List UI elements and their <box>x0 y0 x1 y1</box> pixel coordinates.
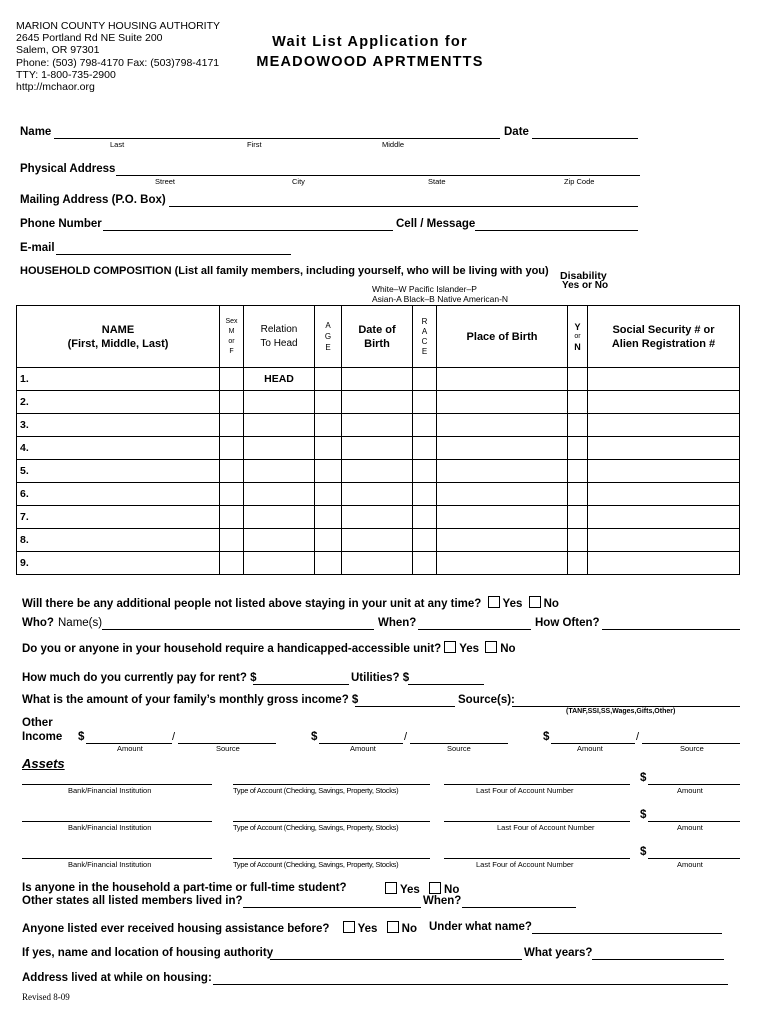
col-ssn: Social Security # or Alien Registration # <box>588 306 740 368</box>
asset-2-type-field[interactable] <box>233 809 430 822</box>
col-dob: Date of Birth <box>342 306 413 368</box>
yes-or-no-label: Yes or No <box>562 280 609 291</box>
student-question: Is anyone in the household a part-time or full-time student? <box>22 882 347 894</box>
other-income-3-dollar: $ <box>543 731 550 743</box>
asset-bank-sublabel: Bank/Financial Institution <box>68 786 152 795</box>
email-field[interactable] <box>56 242 291 255</box>
form-title <box>240 32 500 72</box>
other-income-2-slash: / <box>404 731 408 743</box>
col-relation: Relation To Head <box>244 306 315 368</box>
asset-type-sublabel: Type of Account (Checking, Savings, Property, Stocks) <box>233 786 399 795</box>
asset-3-last-four-field[interactable] <box>444 846 630 859</box>
org-address-2: Salem, OR 97301 <box>16 44 100 57</box>
other-label: Other <box>22 717 53 729</box>
org-tty: TTY: 1-800-735-2900 <box>16 68 116 81</box>
city-sublabel: City <box>292 177 305 186</box>
address-on-housing-label: Address lived at while on housing: <box>22 972 212 984</box>
asset-bank-sublabel: Bank/Financial Institution <box>68 823 152 832</box>
asset-type-sublabel: Type of Account (Checking, Savings, Property, Stocks) <box>233 860 399 869</box>
asset-amount-sublabel: Amount <box>677 786 703 795</box>
asset-1-bank-field[interactable] <box>22 772 212 785</box>
asset-3-type-field[interactable] <box>233 846 430 859</box>
asset-last-four-sublabel: Last Four of Account Number <box>476 786 574 795</box>
asset-amount-sublabel: Amount <box>677 823 703 832</box>
address-on-housing-field[interactable] <box>213 972 728 985</box>
name-field[interactable] <box>54 126 500 139</box>
physical-address-field[interactable] <box>116 163 640 176</box>
amount-sublabel: Amount <box>577 744 603 753</box>
additional-no-checkbox[interactable] <box>529 596 541 608</box>
authority-field[interactable] <box>270 947 522 960</box>
phone-field[interactable] <box>103 218 393 231</box>
disability-label: Disability <box>560 270 607 282</box>
race-key-1: White–W Pacific Islander–P <box>372 284 477 294</box>
cell-label: Cell / Message <box>396 218 476 230</box>
sources-field[interactable] <box>512 694 740 707</box>
col-name: NAME (First, Middle, Last) <box>17 306 220 368</box>
org-phone-fax: Phone: (503) 798-4170 Fax: (503)798-4171 <box>16 56 220 69</box>
under-name-field[interactable] <box>532 921 722 934</box>
date-label: Date <box>504 126 529 138</box>
asset-last-four-sublabel: Last Four of Account Number <box>476 860 574 869</box>
source-sublabel: Source <box>680 744 704 753</box>
revised-note: Revised 8-09 <box>22 992 70 1002</box>
asset-1-last-four-field[interactable] <box>444 772 630 785</box>
handicap-yes-checkbox[interactable] <box>444 641 456 653</box>
household-row[interactable]: 4. <box>17 437 740 460</box>
source-sublabel: Source <box>216 744 240 753</box>
household-row[interactable]: 7. <box>17 506 740 529</box>
handicap-question: Do you or anyone in your household require a handicapped-accessible unit? Yes No <box>22 643 516 655</box>
other-income-1-source[interactable] <box>178 731 276 744</box>
col-disability-yn: Y or N <box>568 306 588 368</box>
zip-sublabel: Zip Code <box>564 177 595 186</box>
asset-1-amount-field[interactable] <box>648 772 740 785</box>
other-income-2-source[interactable] <box>410 731 508 744</box>
middle-sublabel: Middle <box>382 140 405 149</box>
email-label: E-mail <box>20 242 55 254</box>
amount-sublabel: Amount <box>117 744 143 753</box>
asset-2-bank-field[interactable] <box>22 809 212 822</box>
org-address-1: 2645 Portland Rd NE Suite 200 <box>16 32 163 45</box>
other-states-field[interactable] <box>243 895 421 908</box>
source-sublabel: Source <box>447 744 471 753</box>
asset-bank-sublabel: Bank/Financial Institution <box>68 860 152 869</box>
other-income-1-amount[interactable] <box>86 731 172 744</box>
sources-label: Source(s): <box>458 694 515 706</box>
years-label: What years? <box>524 947 593 959</box>
head-label: HEAD <box>244 368 315 391</box>
first-sublabel: First <box>247 140 262 149</box>
assets-title: Assets <box>22 756 65 771</box>
household-header-row <box>17 306 740 368</box>
asset-3-dollar: $ <box>640 846 647 858</box>
household-row[interactable]: 8. <box>17 529 740 552</box>
asset-2-dollar: $ <box>640 809 647 821</box>
title-line-2: MEADOWOOD APRTMENTTS <box>256 54 484 70</box>
income-field[interactable] <box>355 694 455 707</box>
household-row[interactable]: 2. <box>17 391 740 414</box>
other-states-when-label: When? <box>423 895 462 907</box>
additional-people-question: Will there be any additional people not listed above staying in your unit at any time? Yes No <box>22 598 559 610</box>
org-name: MARION COUNTY HOUSING AUTHORITY <box>16 20 220 32</box>
asset-type-sublabel: Type of Account (Checking, Savings, Property, Stocks) <box>233 823 399 832</box>
other-income-1-dollar: $ <box>78 731 85 743</box>
how-often-field[interactable] <box>602 617 740 630</box>
amount-sublabel: Amount <box>350 744 376 753</box>
org-url: http://mchaor.org <box>16 81 95 94</box>
student-yes-checkbox[interactable] <box>385 882 397 894</box>
race-key-2: Asian-A Black–B Native American-N <box>372 294 509 304</box>
other-income-3-source[interactable] <box>642 731 740 744</box>
student-no-checkbox[interactable] <box>429 882 441 894</box>
phone-label: Phone Number <box>20 218 102 230</box>
col-sex: Sex M or F <box>220 306 244 368</box>
authority-label: If yes, name and location of housing authority <box>22 947 274 959</box>
state-sublabel: State <box>428 177 446 186</box>
assistance-question: Anyone listed ever received housing assistance before? Yes No <box>22 923 417 935</box>
income-word-label: Income <box>22 731 63 743</box>
years-field[interactable] <box>592 947 724 960</box>
handicap-no-checkbox[interactable] <box>485 641 497 653</box>
name-label: Name <box>20 126 52 138</box>
sources-note: (TANF,SSI,SS,Wages,Gifts,Other) <box>566 708 676 715</box>
utilities-field[interactable] <box>408 672 484 685</box>
names-label: Name(s) <box>58 617 103 629</box>
household-heading: HOUSEHOLD COMPOSITION (List all family members, including yourself, who will be living with you) <box>20 265 549 277</box>
under-name-label: Under what name? <box>429 921 532 933</box>
street-sublabel: Street <box>155 177 176 186</box>
col-race: R A C E <box>413 306 437 368</box>
household-row[interactable]: 9. <box>17 552 740 575</box>
when-field[interactable] <box>418 617 531 630</box>
names-field[interactable] <box>102 617 374 630</box>
rent-field[interactable] <box>253 672 349 685</box>
other-states-when-field[interactable] <box>462 895 576 908</box>
other-income-3-amount[interactable] <box>551 731 635 744</box>
other-income-2-amount[interactable] <box>319 731 403 744</box>
asset-1-type-field[interactable] <box>233 772 430 785</box>
col-age: A G E <box>315 306 342 368</box>
mailing-address-label: Mailing Address (P.O. Box) <box>20 194 166 206</box>
asset-2-amount-field[interactable] <box>648 809 740 822</box>
asset-amount-sublabel: Amount <box>677 860 703 869</box>
utilities-label: Utilities? $ <box>351 672 410 684</box>
cell-field[interactable] <box>475 218 638 231</box>
other-states-label: Other states all listed members lived in? <box>22 895 243 907</box>
rent-label: How much do you currently pay for rent? $ <box>22 672 257 684</box>
asset-1-dollar: $ <box>640 772 647 784</box>
when-label: When? <box>378 617 417 629</box>
date-field[interactable] <box>532 126 638 139</box>
physical-address-label: Physical Address <box>20 163 116 175</box>
how-often-label: How Often? <box>535 617 600 629</box>
other-income-3-slash: / <box>636 731 640 743</box>
last-sublabel: Last <box>110 140 125 149</box>
other-income-2-dollar: $ <box>311 731 318 743</box>
additional-yes-checkbox[interactable] <box>488 596 500 608</box>
asset-3-bank-field[interactable] <box>22 846 212 859</box>
asset-3-amount-field[interactable] <box>648 846 740 859</box>
assistance-yes-checkbox[interactable] <box>343 921 355 933</box>
household-row[interactable]: 5. <box>17 460 740 483</box>
col-place-of-birth: Place of Birth <box>437 306 568 368</box>
title-line-1: Wait List Application for <box>272 34 468 50</box>
other-income-1-slash: / <box>172 731 176 743</box>
student-options: Yes No <box>382 882 459 896</box>
household-row[interactable]: 3. <box>17 414 740 437</box>
assistance-no-checkbox[interactable] <box>387 921 399 933</box>
household-table <box>16 305 740 575</box>
mailing-address-field[interactable] <box>169 194 638 207</box>
income-label: What is the amount of your family’s monthly gross income? $ <box>22 694 359 706</box>
who-label: Who? <box>22 617 54 629</box>
asset-last-four-sublabel: Last Four of Account Number <box>497 823 595 832</box>
household-row[interactable]: 1. HEAD <box>17 368 740 391</box>
org-header <box>16 20 220 93</box>
household-row[interactable]: 6. <box>17 483 740 506</box>
asset-2-last-four-field[interactable] <box>444 809 630 822</box>
